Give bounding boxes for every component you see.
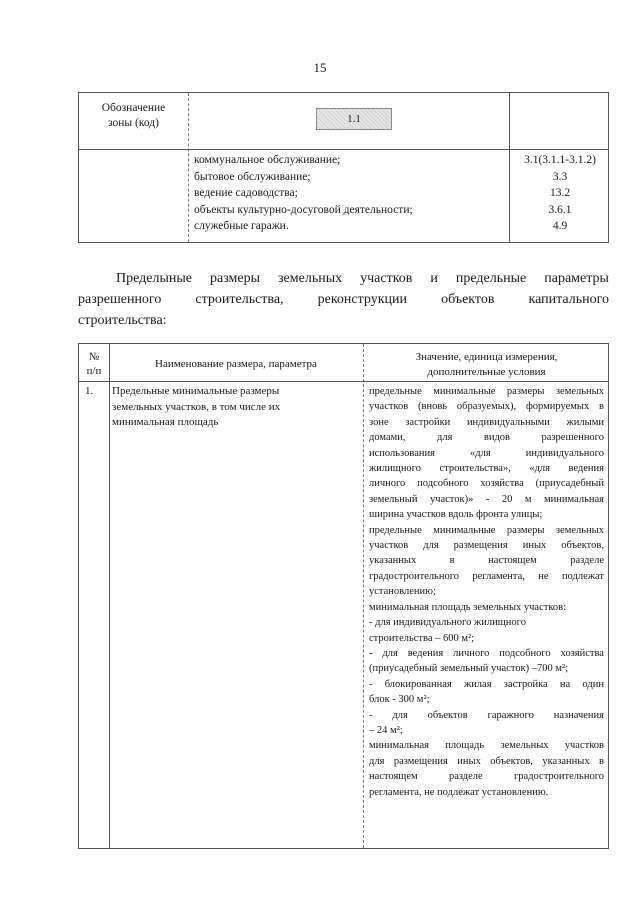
value-line <box>369 769 604 784</box>
header-value-line: Значение, единица измерения, <box>415 351 558 363</box>
value-line: (приусадебный земельный участок) –700 м²; <box>369 663 569 675</box>
value-word: жилыми <box>566 416 604 428</box>
value-word: для <box>369 755 385 767</box>
row-name-line: минимальная площадь <box>112 416 219 428</box>
value-line: - для индивидуального жилищного <box>369 617 526 629</box>
use-code: 3.6.1 <box>548 203 572 216</box>
value-word: предельные <box>369 386 422 397</box>
value-word: указанных <box>542 755 590 767</box>
value-word: минимальные <box>433 524 496 536</box>
value-word: жилая <box>463 678 492 690</box>
value-word: - <box>369 709 373 721</box>
header-num <box>79 350 109 378</box>
intro-word: Пределыные <box>116 271 192 286</box>
use-code-list <box>511 152 609 235</box>
value-word: указанных <box>369 555 417 567</box>
intro-line <box>78 268 609 289</box>
header-num-line: п/п <box>86 365 102 377</box>
value-word: минимальная <box>544 493 604 505</box>
intro-word: разрешенного <box>78 292 162 307</box>
value-word: объектов, <box>490 755 533 767</box>
value-word: земельных <box>500 740 549 752</box>
value-word: образуемых), <box>456 401 517 413</box>
value-line <box>369 476 604 491</box>
use-code: 4.9 <box>552 220 568 232</box>
value-word: объектов <box>427 709 468 721</box>
use-name: бытовое обслуживание; <box>194 170 311 183</box>
value-line <box>369 384 604 399</box>
value-word: - <box>485 493 490 505</box>
value-word: использования <box>369 447 435 459</box>
value-line <box>369 461 604 476</box>
use-code: 3.1(3.1.1-3.1.2) <box>524 154 596 166</box>
value-word: строительства», <box>439 463 511 475</box>
zone-table-divider <box>188 93 189 242</box>
intro-word: параметры <box>544 271 609 286</box>
value-word: хозяйства <box>480 478 524 490</box>
header-value-line: дополнительные условия <box>427 366 546 378</box>
value-word: не <box>538 570 549 582</box>
value-word: в <box>599 755 604 767</box>
intro-word: строительства: <box>78 313 167 328</box>
value-line <box>369 646 604 661</box>
value-line <box>369 538 604 553</box>
value-word: блокированная <box>384 678 452 690</box>
value-word: участков <box>564 740 604 752</box>
value-word: в <box>449 555 455 567</box>
params-table-divider <box>109 344 110 848</box>
row-value <box>369 384 604 800</box>
value-word: формируемых <box>525 401 590 413</box>
intro-word: земельных <box>278 271 343 286</box>
intro-line <box>78 289 609 310</box>
row-name-line: Предельные минимальные размеры <box>112 385 280 397</box>
value-word: для <box>436 432 453 444</box>
value-word: предельные <box>369 524 422 536</box>
value-word: разрешенного <box>541 432 604 444</box>
value-line <box>369 738 604 753</box>
value-word: ведения <box>568 463 604 475</box>
value-word: в <box>599 401 604 413</box>
value-word: домами, <box>369 432 406 444</box>
zone-label <box>79 101 188 131</box>
value-word: настоящем <box>369 771 418 783</box>
intro-word: объектов <box>441 292 495 307</box>
value-word: застройка <box>503 678 548 690</box>
value-word: ведения <box>407 647 444 659</box>
intro-word: и <box>430 271 438 286</box>
use-name: ведение садоводства; <box>194 187 298 199</box>
use-name: объекты культурно-досуговой деятельности; <box>194 203 413 216</box>
intro-paragraph <box>78 268 609 331</box>
value-word: земельных <box>555 524 604 536</box>
value-line <box>369 446 604 461</box>
intro-word: строительства, <box>195 292 284 307</box>
value-word: зоне <box>369 416 389 428</box>
value-word: (приусадебный <box>535 478 604 490</box>
intro-line <box>78 310 609 331</box>
value-word: подсобного <box>417 478 469 490</box>
value-word: 20 <box>501 493 513 505</box>
value-word: хозяйства <box>560 647 604 659</box>
value-line <box>369 553 604 568</box>
header-value <box>363 350 610 380</box>
value-word: объектов, <box>561 540 604 552</box>
value-word: м <box>524 493 532 505</box>
value-word: участков <box>369 401 409 413</box>
value-line <box>369 754 604 769</box>
value-word: градостроительного <box>369 570 460 582</box>
value-word: индивидуальными <box>466 416 550 428</box>
zone-table-divider <box>79 149 608 150</box>
value-word: назначения <box>553 709 604 721</box>
value-word: размещения <box>453 540 508 552</box>
value-word: гаражного <box>487 709 534 721</box>
value-word: - <box>369 678 373 690</box>
value-word: земельный <box>369 493 418 505</box>
value-word: один <box>582 678 604 690</box>
params-table-divider <box>79 381 608 382</box>
value-line <box>369 523 604 538</box>
value-word: градостроительного <box>513 771 604 783</box>
row-name <box>112 384 357 431</box>
value-word: личного <box>369 478 406 490</box>
value-word: для <box>423 540 439 552</box>
use-code: 3.3 <box>552 170 568 183</box>
value-word: (вновь <box>418 401 448 413</box>
page-number: 15 <box>313 60 327 75</box>
zone-table <box>78 92 609 243</box>
value-word: иных <box>457 755 481 767</box>
value-word: размещения <box>393 755 448 767</box>
value-word: участков <box>369 540 409 552</box>
intro-word: капитального <box>528 292 609 307</box>
intro-word: реконструкции <box>317 292 408 307</box>
value-line: ширина участков вдоль фронта улицы; <box>369 509 543 521</box>
value-word: «для <box>529 463 551 475</box>
value-word: - <box>369 647 373 659</box>
use-name: служебные гаражи. <box>194 220 289 232</box>
zone-code-box: 1.1 <box>316 108 392 130</box>
value-word: индивидуального <box>525 447 604 459</box>
intro-word: предельные <box>455 271 527 286</box>
params-table-divider <box>363 344 364 848</box>
value-line <box>369 569 604 584</box>
value-line <box>369 708 604 723</box>
value-line <box>369 492 604 507</box>
value-word: жилищного <box>369 463 421 475</box>
zone-label-line: Обозначение <box>101 102 166 114</box>
value-line: регламента, не подлежат установлению. <box>369 786 549 798</box>
value-word: застройки <box>405 416 451 428</box>
zone-label-line: зоны (код) <box>108 117 159 129</box>
params-table <box>78 343 609 849</box>
value-word: на <box>559 678 571 690</box>
value-line: установлению; <box>369 586 436 598</box>
value-word: личного <box>453 647 490 659</box>
zone-table-divider <box>509 93 510 242</box>
value-word: участок)» <box>429 493 474 505</box>
header-name: Наименование размера, параметра <box>155 358 317 370</box>
value-line: – 24 м²; <box>369 724 403 736</box>
use-name: коммунальное обслуживание; <box>194 154 341 166</box>
intro-word: участков <box>360 271 413 286</box>
value-word: подсобного <box>499 647 551 659</box>
value-word: иных <box>522 540 547 552</box>
value-word: для <box>382 647 398 659</box>
value-word: настоящем <box>488 555 537 567</box>
value-word: разделе <box>570 555 604 567</box>
value-line <box>369 677 604 692</box>
value-line: строительства – 600 м²; <box>369 632 475 644</box>
use-list <box>194 152 504 235</box>
header-num-line: № <box>88 351 100 363</box>
value-word: минимальная <box>369 740 429 752</box>
value-line <box>369 399 604 414</box>
value-word: размеры <box>506 386 545 397</box>
value-line <box>369 415 604 430</box>
value-word: для <box>392 709 408 721</box>
row-number: 1. <box>85 385 94 397</box>
value-line: минимальная площадь земельных участков: <box>369 601 567 613</box>
value-line <box>369 430 604 445</box>
value-word: земельных <box>555 386 604 397</box>
value-line: блок - 300 м²; <box>369 694 430 706</box>
value-word: видов <box>483 432 511 444</box>
value-word: регламента, <box>472 570 525 582</box>
value-word: площадь <box>445 740 485 752</box>
row-name-line: земельных участков, в том числе их <box>112 400 281 413</box>
intro-word: размеры <box>209 271 261 286</box>
value-word: разделе <box>448 771 483 783</box>
value-word: подлежат <box>561 570 604 582</box>
value-word: «для <box>470 447 491 459</box>
value-word: размеры <box>506 524 545 536</box>
value-word: минимальные <box>433 386 496 397</box>
use-code: 13.2 <box>549 187 571 199</box>
